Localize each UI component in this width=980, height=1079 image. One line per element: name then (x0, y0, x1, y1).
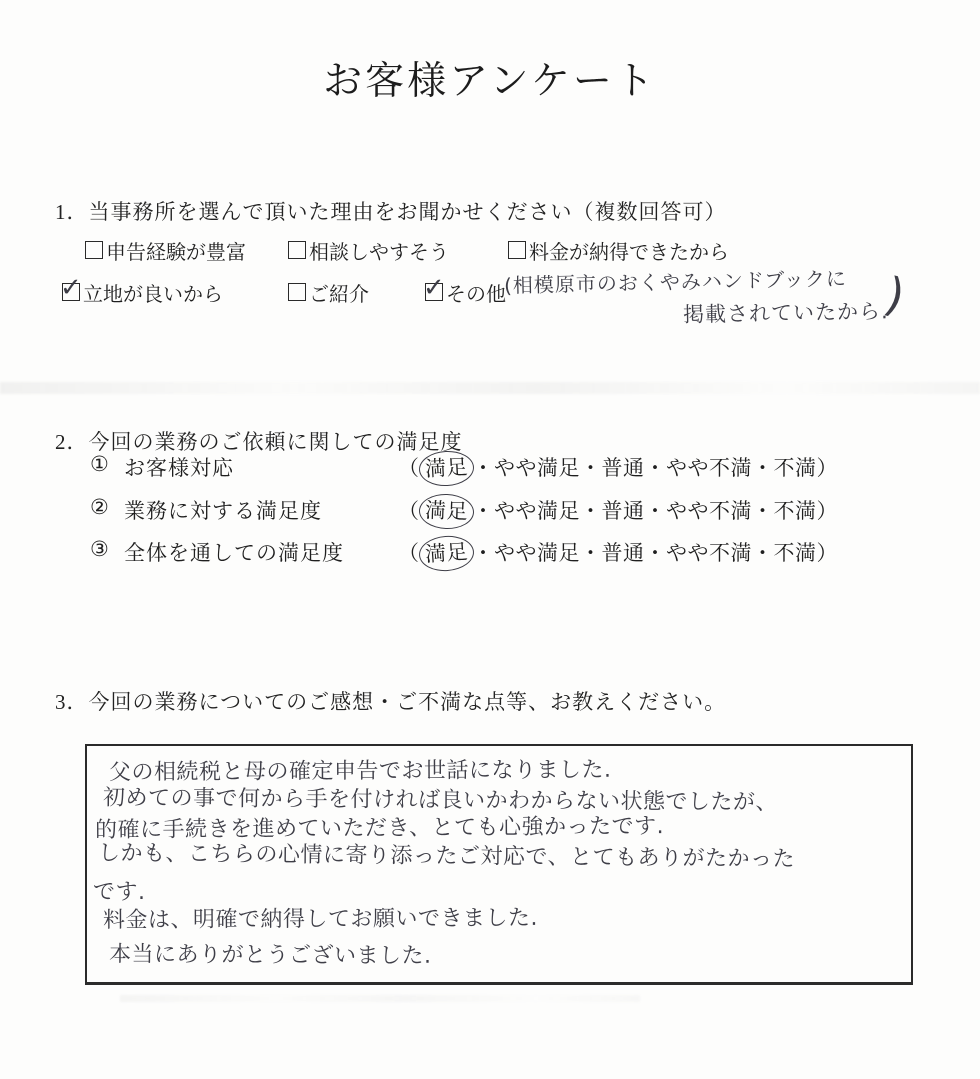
checkbox-label: 料金が納得できたから (529, 241, 729, 264)
comment-line: 父の相続税と母の確定申告でお世話になりました. (108, 757, 612, 786)
checkbox-option-other (423, 273, 506, 306)
scale-rest: ・やや満足・普通・やや不満・不満） (472, 456, 838, 480)
selected-rating-circle: 満足 (417, 534, 474, 573)
rating-scale (398, 495, 838, 526)
checkbox-option-easy-to-consult (288, 238, 449, 262)
item-label: お客様対応 (124, 456, 234, 480)
checkbox-label: ご紹介 (309, 283, 369, 306)
check-icon: ✓ (423, 273, 445, 303)
selected-rating-circle: 満足 (418, 493, 474, 530)
rating-scale (398, 452, 838, 483)
satisfaction-row-overall (0, 537, 980, 567)
comment-line: 本当にありがとうございました. (108, 942, 432, 969)
scan-fold-artifact (0, 382, 980, 394)
checkbox-label: 相談しやすそう (309, 241, 449, 264)
other-note-line2: 掲載されていたから. (682, 299, 889, 327)
scan-smudge-artifact (120, 995, 640, 1002)
comment-line: 初めての事で何から手を付ければ良いかわからない状態でしたが、 (102, 785, 779, 816)
scale-rest: ・やや満足・普通・やや不満・不満） (472, 499, 838, 523)
other-note-close-paren: ) (879, 266, 911, 324)
satisfaction-row-work-quality (0, 495, 980, 525)
checkbox-label: その他 (446, 283, 506, 306)
page-title: お客様アンケート (323, 60, 657, 103)
checkbox (508, 241, 526, 259)
checkbox-option-location (60, 273, 223, 306)
comment-line: です. (93, 880, 146, 905)
question1-heading: 1．当事務所を選んで頂いた理由をお聞かせください（複数回答可） (55, 200, 727, 224)
question2-heading: 2．今回の業務のご依頼に関しての満足度 (55, 430, 463, 454)
satisfaction-row-customer-service (0, 452, 980, 482)
checkbox (60, 273, 82, 303)
comment-line: しかも、こちらの心情に寄り添ったご対応で、とてもありがたかった (97, 840, 796, 873)
checkbox (85, 241, 103, 259)
item-number: ② (90, 495, 109, 519)
comment-box (85, 744, 913, 985)
item-number: ③ (90, 537, 109, 561)
item-number: ① (90, 452, 109, 476)
checkbox (288, 241, 306, 259)
rating-scale (398, 537, 838, 568)
checkbox (288, 283, 306, 301)
other-note-line1: (相模原市のおくやみハンドブックに (503, 266, 848, 298)
item-label: 全体を通しての満足度 (124, 541, 344, 565)
scale-open-paren: （ (398, 499, 420, 523)
checkbox-label: 立地が良いから (83, 283, 223, 306)
checkbox-option-referral (288, 280, 369, 304)
checkbox-option-experience (85, 238, 246, 262)
checkbox-label: 申告経験が豊富 (106, 241, 246, 264)
checkbox-option-price (508, 238, 729, 262)
comment-line: 的確に手続きを進めていただき、とても心強かったです. (94, 814, 665, 843)
scale-open-paren: （ (398, 456, 420, 480)
checkbox (423, 273, 445, 303)
comment-line: 料金は、明確で納得してお願いできました. (102, 905, 539, 934)
scale-rest: ・やや満足・普通・やや不満・不満） (472, 541, 838, 565)
check-icon: ✓ (60, 273, 82, 303)
selected-rating-circle: 満足 (418, 450, 475, 488)
question3-heading: 3．今回の業務についてのご感想・ご不満な点等、お教えください。 (55, 690, 727, 714)
scale-open-paren: （ (398, 541, 420, 565)
item-label: 業務に対する満足度 (124, 499, 322, 523)
